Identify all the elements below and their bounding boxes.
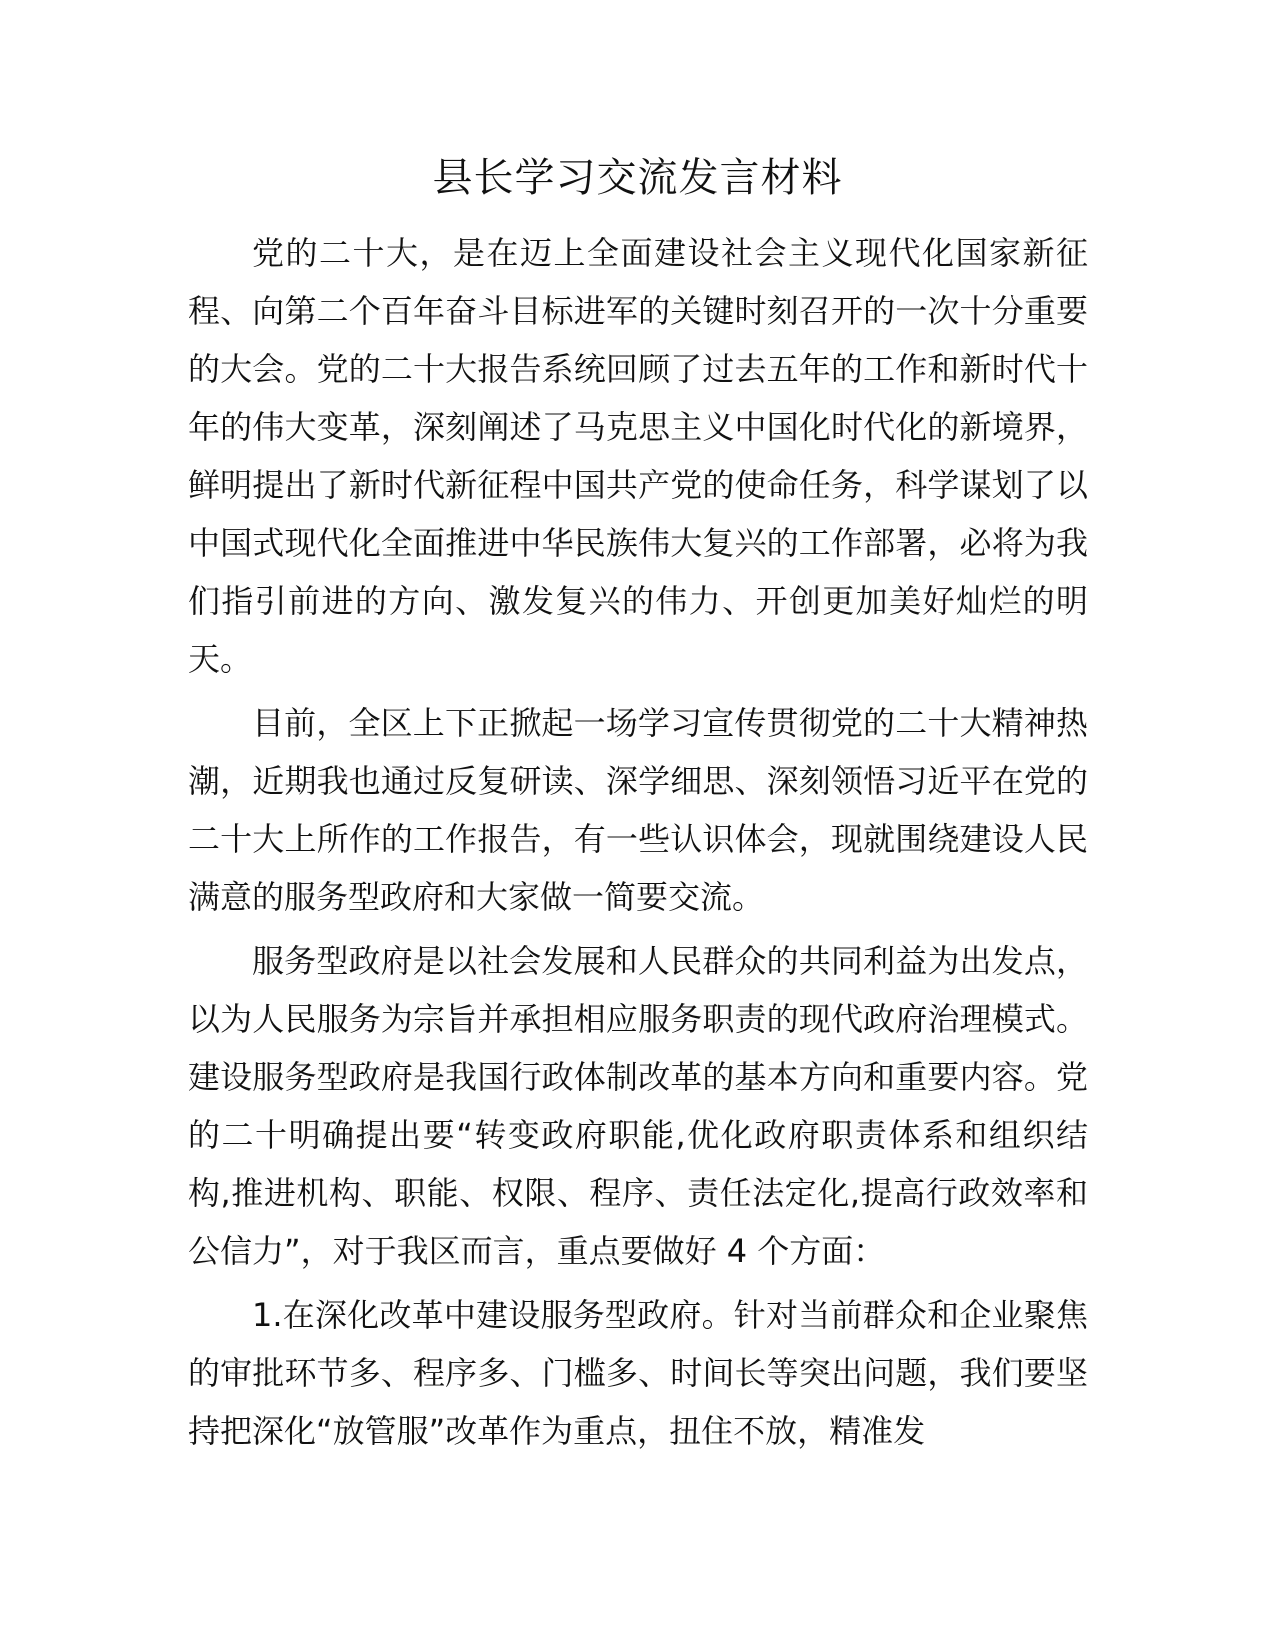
paragraph-3: 服务型政府是以社会发展和人民群众的共同利益为出发点，以为人民服务为宗旨并承担相应服务职责的现代政府治理模式。建设服务型政府是我国行政体制改革的基本方向和重要内容。党的二十明确提出要“转变政府职能,优化政府职责体系和组织结构,推进机构、职能、权限、程序、责任法定化,提高行政效率和公信力”，对于我区而言，重点要做好 4 个方面： xyxy=(188,942,1088,1270)
paragraph-4: 1.在深化改革中建设服务型政府。针对当前群众和企业聚焦的审批环节多、程序多、门槛多、时间长等突出问题，我们要坚持把深化“放管服”改革作为重点，扭住不放，精准发 xyxy=(188,1296,1088,1450)
paragraph-2: 目前，全区上下正掀起一场学习宣传贯彻党的二十大精神热潮，近期我也通过反复研读、深学细思、深刻领悟习近平在党的二十大上所作的工作报告，有一些认识体会，现就围绕建设人民满意的服务型政府和大家做一简要交流。 xyxy=(188,704,1088,916)
paragraph-1: 党的二十大，是在迈上全面建设社会主义现代化国家新征程、向第二个百年奋斗目标进军的关键时刻召开的一次十分重要的大会。党的二十大报告系统回顾了过去五年的工作和新时代十年的伟大变革，深刻阐述了马克思主义中国化时代化的新境界，鲜明提出了新时代新征程中国共产党的使命任务，科学谋划了以中国式现代化全面推进中华民族伟大复兴的工作部署，必将为我们指引前进的方向、激发复兴的伟力、开创更加美好灿烂的明天。 xyxy=(188,234,1088,678)
document-title: 县长学习交流发言材料 xyxy=(432,155,843,201)
document-body xyxy=(188,224,1088,1466)
